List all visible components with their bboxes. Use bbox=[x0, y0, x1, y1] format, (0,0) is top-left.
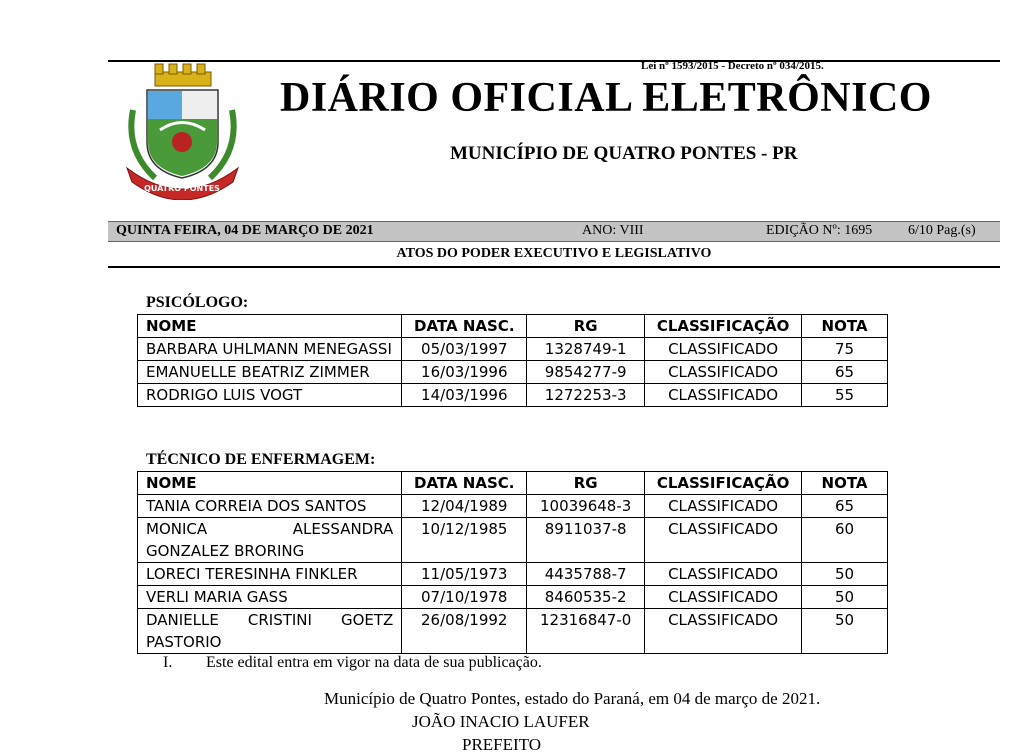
col-header-class: CLASSIFICAÇÃO bbox=[645, 472, 802, 495]
cell-class: CLASSIFICADO bbox=[645, 495, 802, 518]
cell-class: CLASSIFICADO bbox=[645, 609, 802, 654]
cell-name: RODRIGO LUIS VOGT bbox=[138, 384, 402, 407]
cell-rg: 8460535-2 bbox=[527, 586, 645, 609]
footnote-text: Este edital entra em vigor na data de sua publicação. bbox=[206, 654, 542, 671]
coat-of-arms-logo bbox=[115, 60, 250, 200]
footnote-number: I. bbox=[163, 654, 173, 671]
cell-birth: 26/08/1992 bbox=[402, 609, 527, 654]
logo-banner-text: QUATRO PONTES bbox=[144, 184, 220, 193]
edition-date: QUINTA FEIRA, 04 DE MARÇO DE 2021 bbox=[116, 223, 374, 238]
col-header-birth: DATA NASC. bbox=[402, 315, 527, 338]
cell-class: CLASSIFICADO bbox=[645, 361, 802, 384]
cell-birth: 10/12/1985 bbox=[402, 518, 527, 563]
cell-score: 60 bbox=[802, 518, 888, 563]
table-row bbox=[138, 384, 888, 407]
cell-name: DANIELLE CRISTINI GOETZ PASTORIO bbox=[138, 609, 402, 654]
col-header-rg: RG bbox=[527, 472, 645, 495]
cell-birth: 05/03/1997 bbox=[402, 338, 527, 361]
table-row bbox=[138, 563, 888, 586]
cell-birth: 07/10/1978 bbox=[402, 586, 527, 609]
cell-name: BARBARA UHLMANN MENEGASSI bbox=[138, 338, 402, 361]
cell-rg: 8911037-8 bbox=[527, 518, 645, 563]
cell-birth: 12/04/1989 bbox=[402, 495, 527, 518]
psicologo-table bbox=[137, 314, 888, 407]
cell-rg: 1272253-3 bbox=[527, 384, 645, 407]
cell-score: 50 bbox=[802, 586, 888, 609]
cell-name: EMANUELLE BEATRIZ ZIMMER bbox=[138, 361, 402, 384]
cell-birth: 11/05/1973 bbox=[402, 563, 527, 586]
cell-class: CLASSIFICADO bbox=[645, 518, 802, 563]
col-header-name: NOME bbox=[138, 472, 402, 495]
table-header-row bbox=[138, 472, 888, 495]
psicologo-heading: PSICÓLOGO: bbox=[146, 294, 249, 311]
cell-class: CLASSIFICADO bbox=[645, 563, 802, 586]
table-row bbox=[138, 338, 888, 361]
cell-class: CLASSIFICADO bbox=[645, 586, 802, 609]
cell-name: LORECI TERESINHA FINKLER bbox=[138, 563, 402, 586]
cell-birth: 16/03/1996 bbox=[402, 361, 527, 384]
col-header-birth: DATA NASC. bbox=[402, 472, 527, 495]
section-rule bbox=[108, 266, 1000, 268]
cell-class: CLASSIFICADO bbox=[645, 338, 802, 361]
tecnico-heading: TÉCNICO DE ENFERMAGEM: bbox=[146, 451, 376, 468]
page-subtitle: MUNICÍPIO DE QUATRO PONTES - PR bbox=[450, 143, 798, 164]
edition-info-bar bbox=[108, 221, 1000, 242]
section-title: ATOS DO PODER EXECUTIVO E LEGISLATIVO bbox=[396, 246, 712, 261]
col-header-score: NOTA bbox=[802, 472, 888, 495]
tecnico-table bbox=[137, 471, 888, 654]
edition-pages: 6/10 Pag.(s) bbox=[908, 223, 976, 238]
cell-score: 55 bbox=[802, 384, 888, 407]
cell-score: 75 bbox=[802, 338, 888, 361]
cell-score: 65 bbox=[802, 361, 888, 384]
cell-score: 50 bbox=[802, 609, 888, 654]
table-row bbox=[138, 361, 888, 384]
cell-score: 65 bbox=[802, 495, 888, 518]
cell-rg: 10039648-3 bbox=[527, 495, 645, 518]
edition-year: ANO: VIII bbox=[582, 223, 644, 238]
cell-name: TANIA CORREIA DOS SANTOS bbox=[138, 495, 402, 518]
cell-rg: 9854277-9 bbox=[527, 361, 645, 384]
col-header-name: NOME bbox=[138, 315, 402, 338]
page-title: DIÁRIO OFICIAL ELETRÔNICO bbox=[280, 75, 932, 121]
table-row bbox=[138, 518, 888, 563]
table-header-row bbox=[138, 315, 888, 338]
table-row bbox=[138, 586, 888, 609]
signature-role: PREFEITO bbox=[462, 735, 542, 754]
cell-name: VERLI MARIA GASS bbox=[138, 586, 402, 609]
cell-rg: 4435788-7 bbox=[527, 563, 645, 586]
signature-name: JOÃO INACIO LAUFER bbox=[412, 712, 590, 731]
cell-class: CLASSIFICADO bbox=[645, 384, 802, 407]
col-header-rg: RG bbox=[527, 315, 645, 338]
col-header-score: NOTA bbox=[802, 315, 888, 338]
law-reference: Lei nº 1593/2015 - Decreto nº 034/2015. bbox=[641, 60, 824, 72]
cell-birth: 14/03/1996 bbox=[402, 384, 527, 407]
cell-score: 50 bbox=[802, 563, 888, 586]
cell-name: MONICA ALESSANDRA GONZALEZ BRORING bbox=[138, 518, 402, 563]
cell-rg: 1328749-1 bbox=[527, 338, 645, 361]
edition-number: EDIÇÃO Nº: 1695 bbox=[766, 223, 873, 238]
table-row bbox=[138, 609, 888, 654]
table-row bbox=[138, 495, 888, 518]
cell-rg: 12316847-0 bbox=[527, 609, 645, 654]
col-header-class: CLASSIFICAÇÃO bbox=[645, 315, 802, 338]
signature-place-date: Município de Quatro Pontes, estado do Paraná, em 04 de março de 2021. bbox=[324, 689, 821, 708]
